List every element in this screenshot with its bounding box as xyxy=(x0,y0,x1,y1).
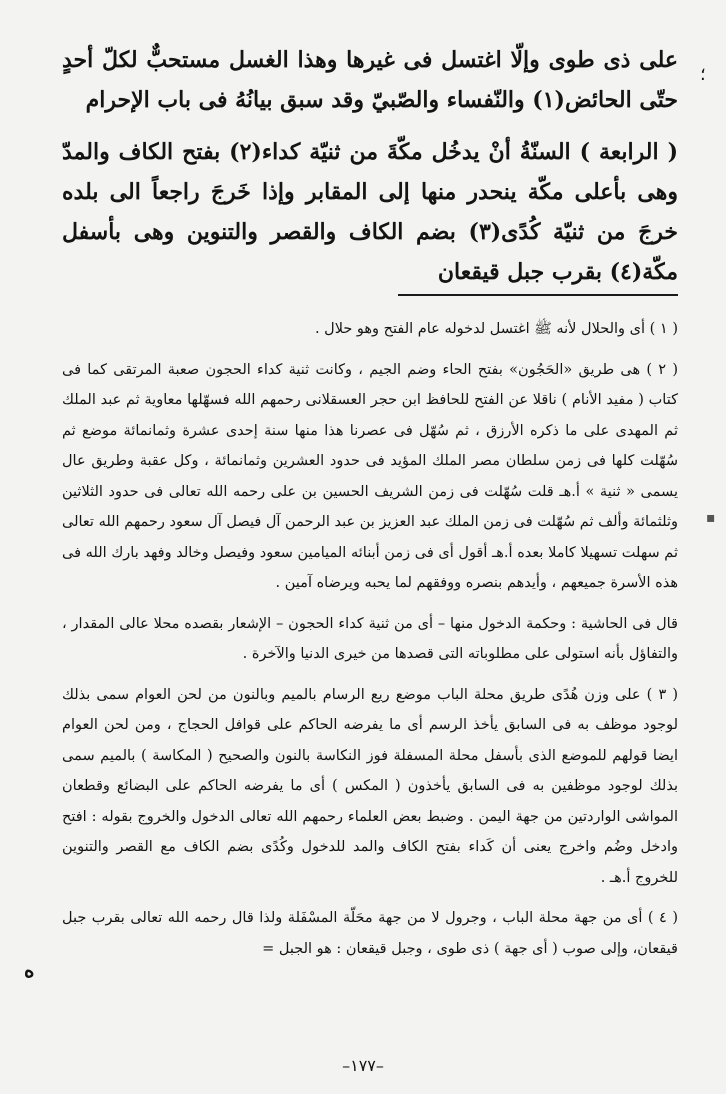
margin-mark-left: ه xyxy=(24,958,35,982)
footnote-divider xyxy=(398,294,678,296)
main-text xyxy=(62,40,678,304)
main-paragraph-1: على ذى طوى وإلّا اغتسل فى غيرها وهذا الغسل مستحبٌّ لكلّ أحدٍ حتّى الحائض(١) والنّفساء والصّبيّ وقد سبق بيانُهُ فى باب الإحرام xyxy=(62,47,678,113)
footnote-3: ( ٣ ) على وزن هُدًى طريق محلة الباب موضع ريع الرسام بالميم وبالنون من لحن العوام سمى بذلك لوجود موظف به فى السابق يأخذ الرسم أى ما يفرضه الحاكم على قوافل الحجاج ، ومن لحن العوام ايضا قولهم للموضع الذى بأسفل محلة المسفلة فوز النكاسة بالنون والصحيح ( المكاسة ) بالميم سمى بذلك لوجود موظفين به فى السابق يأخذون ( المكس ) أى ما يفرضه الحاكم على البضائع وقطعان المواشى الواردتين من جهة اليمن . وضبط بعض العلماء رحمهم الله تعالى الدخول والخروج بقوله : افتح وادخل وضُم واخرج يعنى أن كَداء بفتح الكاف والمد للدخول وكُدًى بضم الكاف مع القصر والتنوين للخروج أ.هـ . xyxy=(62,686,678,886)
margin-tick-icon: ▪ xyxy=(706,510,716,526)
main-paragraph-2: ( الرابعة ) السنّةُ أنْ يدخُل مكّةَ من ثنيّة كداء(٢) بفتح الكاف والمدّ وهى بأعلى مكّة ينحدر منها إلى المقابر وإذا خَرجَ راجعاً الى بلده خرجَ من ثنيّة كُدًى(٣) بضم الكاف والقصر والتنوين وهى بأسفل مكّة(٤) بقرب جبل قيقعان xyxy=(62,139,679,285)
page-number: –١٧٧– xyxy=(342,1056,384,1075)
footnote-2-continuation: قال فى الحاشية : وحكمة الدخول منها – أى من ثنية كداء الحجون – الإشعار بقصده محلا عالى المقدار ، والتفاؤل بأنه استولى على مطلوباته التى قصدها من خيرى الدنيا والآخرة . xyxy=(62,615,678,662)
footnotes xyxy=(62,314,678,974)
footnote-2: ( ٢ ) هى طريق «الحَجُون» بفتح الحاء وضم الجيم ، وكانت ثنية كداء الحجون صعبة المرتقى كما فى كتاب ( مفيد الأنام ) ناقلا عن الفتح للحافظ ابن حجر العسقلانى رحمهم الله فسهّلها معاوية ثم عبد الملك ثم المهدى على ما ذكره الأرزق ، ثم سُهّل فى عصرنا هذا منها سنة إحدى عشرة وثمانمائة موضع ثم سُهّلت كلها فى زمن سلطان مصر الملك المؤيد فى حدود العشرين وثمانمائة ، وكل عقبة وطريق عال يسمى « ثنية » أ.هـ قلت سُهّلت فى زمن الشريف الحسين بن على رحمه الله تعالى فى حدود الثلاثين وثلثمائة وألف ثم سُهّلت فى زمن الملك عبد العزيز بن عبد الرحمن آل فيصل آل سعود رحمهم الله تعالى ثم سهلت تسهيلا كاملا بعده أ.هـ أقول أى فى زمن أبنائه الميامين سعود وفيصل وخالد وفهد بارك الله فى هذه الأسرة جميعهم ، وأيدهم بنصره ووفقهم لما يحبه ويرضاه آمين . xyxy=(62,361,678,591)
footnote-4: ( ٤ ) أى من جهة محلة الباب ، وجرول لا من جهة محَلّة المسْفَلة ولذا قال رحمه الله تعالى بقرب جبل قيقعان، وإلى صوب ( أى جهة ) ذى طوى ، وجبل قيقعان : هو الجبل = xyxy=(62,910,678,957)
footnote-1: ( ١ ) أى والحلال لأنه ﷺ اغتسل لدخوله عام الفتح وهو حلال . xyxy=(314,321,678,337)
margin-mark-right: ؛ xyxy=(700,64,706,85)
